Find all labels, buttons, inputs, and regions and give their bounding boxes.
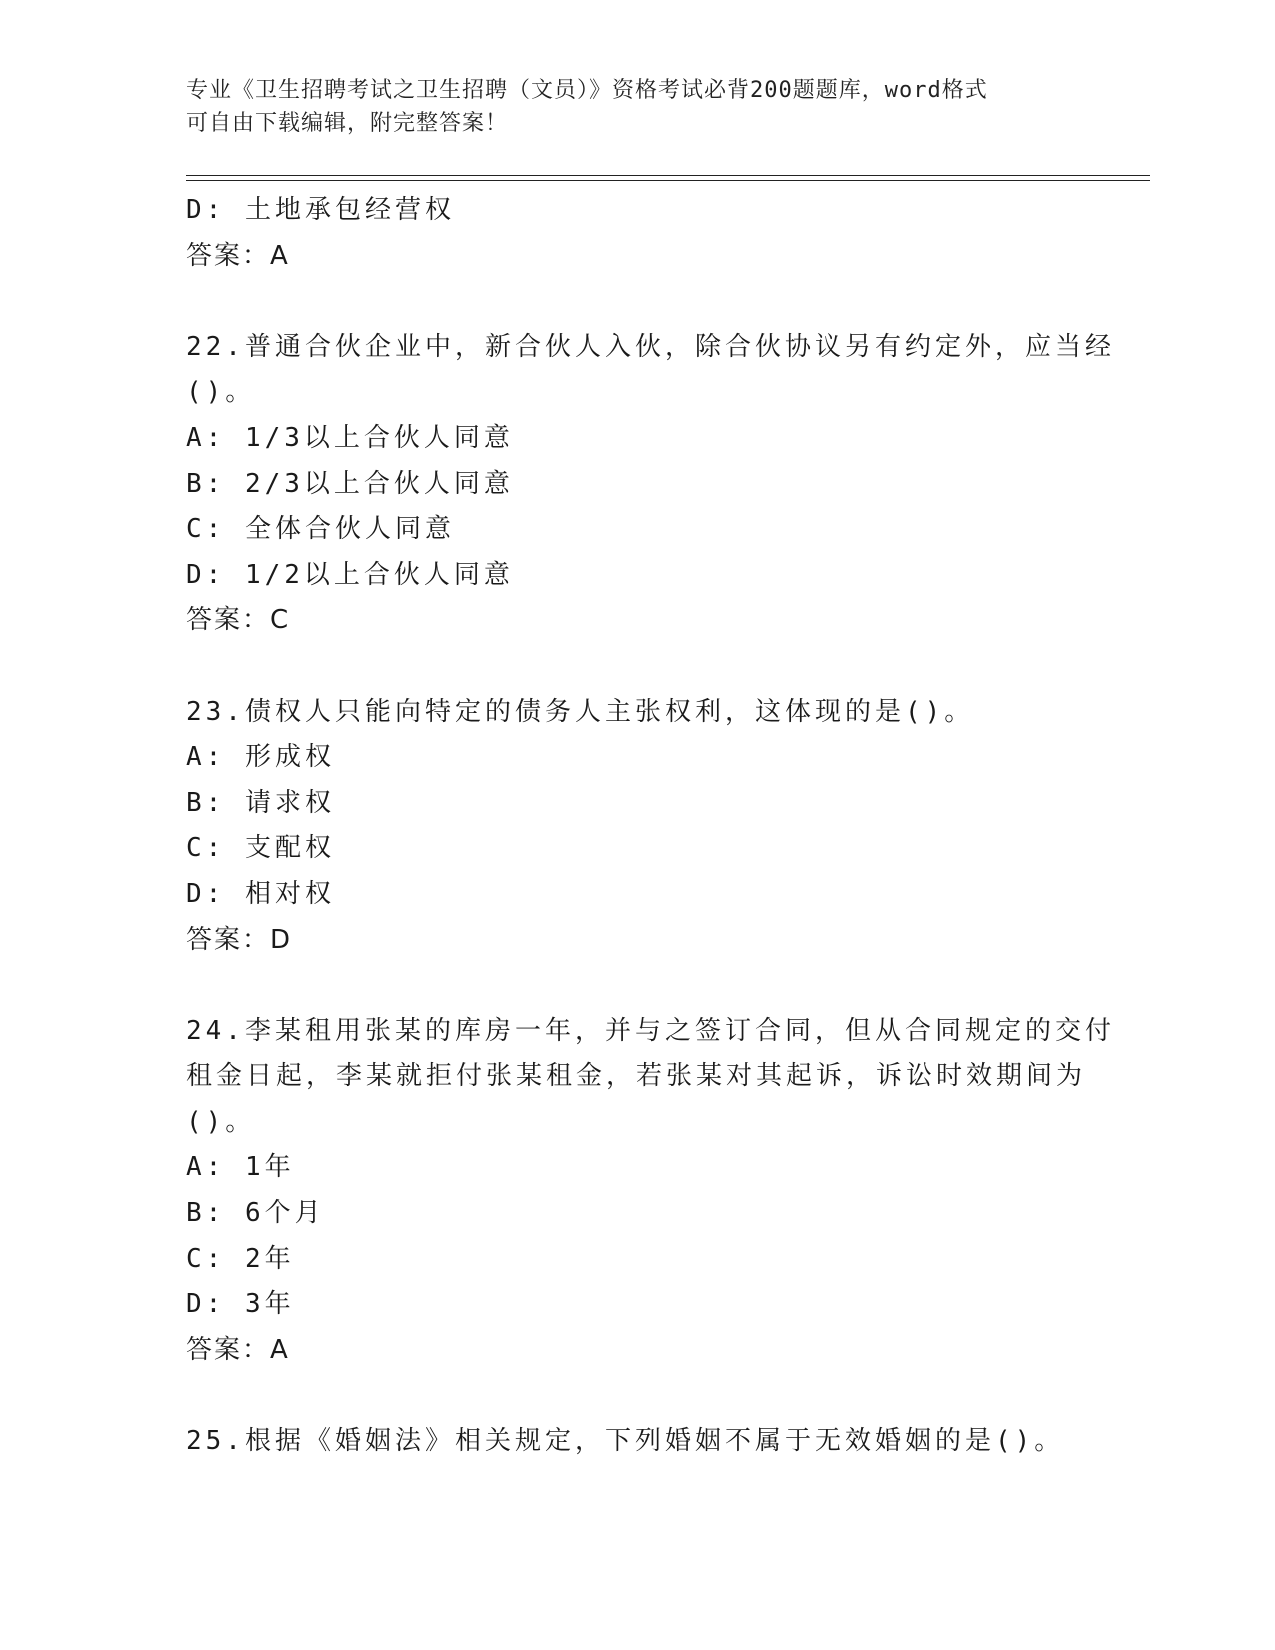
answer-line: 答案：A bbox=[186, 240, 290, 271]
header-title-line-2: 可自由下载编辑，附完整答案！ bbox=[186, 111, 509, 136]
spacer bbox=[186, 963, 1086, 1009]
question-text: 租金日起，李某就拒付张某租金，若张某对其起诉，诉讼时效期间为 bbox=[186, 1061, 1087, 1092]
option-a: A: 形成权 bbox=[186, 742, 335, 773]
question-25 bbox=[186, 1419, 1086, 1465]
answer-line: 答案：A bbox=[186, 1334, 290, 1365]
option-a: A: 1年 bbox=[186, 1152, 295, 1183]
question-text: 24.李某租用张某的库房一年，并与之签订合同，但从合同规定的交付 bbox=[186, 1015, 1115, 1046]
option-c: C: 全体合伙人同意 bbox=[186, 514, 455, 545]
option-a: A: 1/3以上合伙人同意 bbox=[186, 422, 514, 453]
question-text: 25.根据《婚姻法》相关规定，下列婚姻不属于无效婚姻的是()。 bbox=[186, 1426, 1065, 1457]
header-title-line-1: 专业《卫生招聘考试之卫生招聘（文员）》资格考试必背200题题库，word格式 bbox=[186, 78, 988, 103]
spacer bbox=[186, 279, 1086, 325]
header-divider-bottom bbox=[186, 180, 1150, 181]
option-c: C: 支配权 bbox=[186, 833, 335, 864]
document-header bbox=[186, 74, 1066, 140]
spacer bbox=[186, 1373, 1086, 1419]
spacer bbox=[186, 644, 1086, 690]
question-text: 23.债权人只能向特定的债务人主张权利，这体现的是()。 bbox=[186, 696, 975, 727]
option-b: B: 6个月 bbox=[186, 1198, 325, 1229]
question-text: ()。 bbox=[186, 377, 256, 408]
option-c: C: 2年 bbox=[186, 1243, 295, 1274]
option-d: D: 相对权 bbox=[186, 878, 335, 909]
question-22 bbox=[186, 325, 1115, 644]
option-d: D: 1/2以上合伙人同意 bbox=[186, 559, 514, 590]
option-b: B: 2/3以上合伙人同意 bbox=[186, 468, 514, 499]
question-24 bbox=[186, 1009, 1115, 1374]
option-b: B: 请求权 bbox=[186, 787, 335, 818]
question-23 bbox=[186, 690, 1086, 964]
option-d: D: 3年 bbox=[186, 1289, 295, 1320]
header-divider-top bbox=[186, 175, 1150, 176]
question-text: 22.普通合伙企业中，新合伙人入伙，除合伙协议另有约定外，应当经 bbox=[186, 331, 1115, 362]
answer-line: 答案：C bbox=[186, 605, 291, 636]
question-text: ()。 bbox=[186, 1106, 256, 1137]
question-list bbox=[186, 188, 1115, 1465]
answer-line: 答案：D bbox=[186, 924, 293, 955]
option-d: D: 土地承包经营权 bbox=[186, 195, 455, 225]
